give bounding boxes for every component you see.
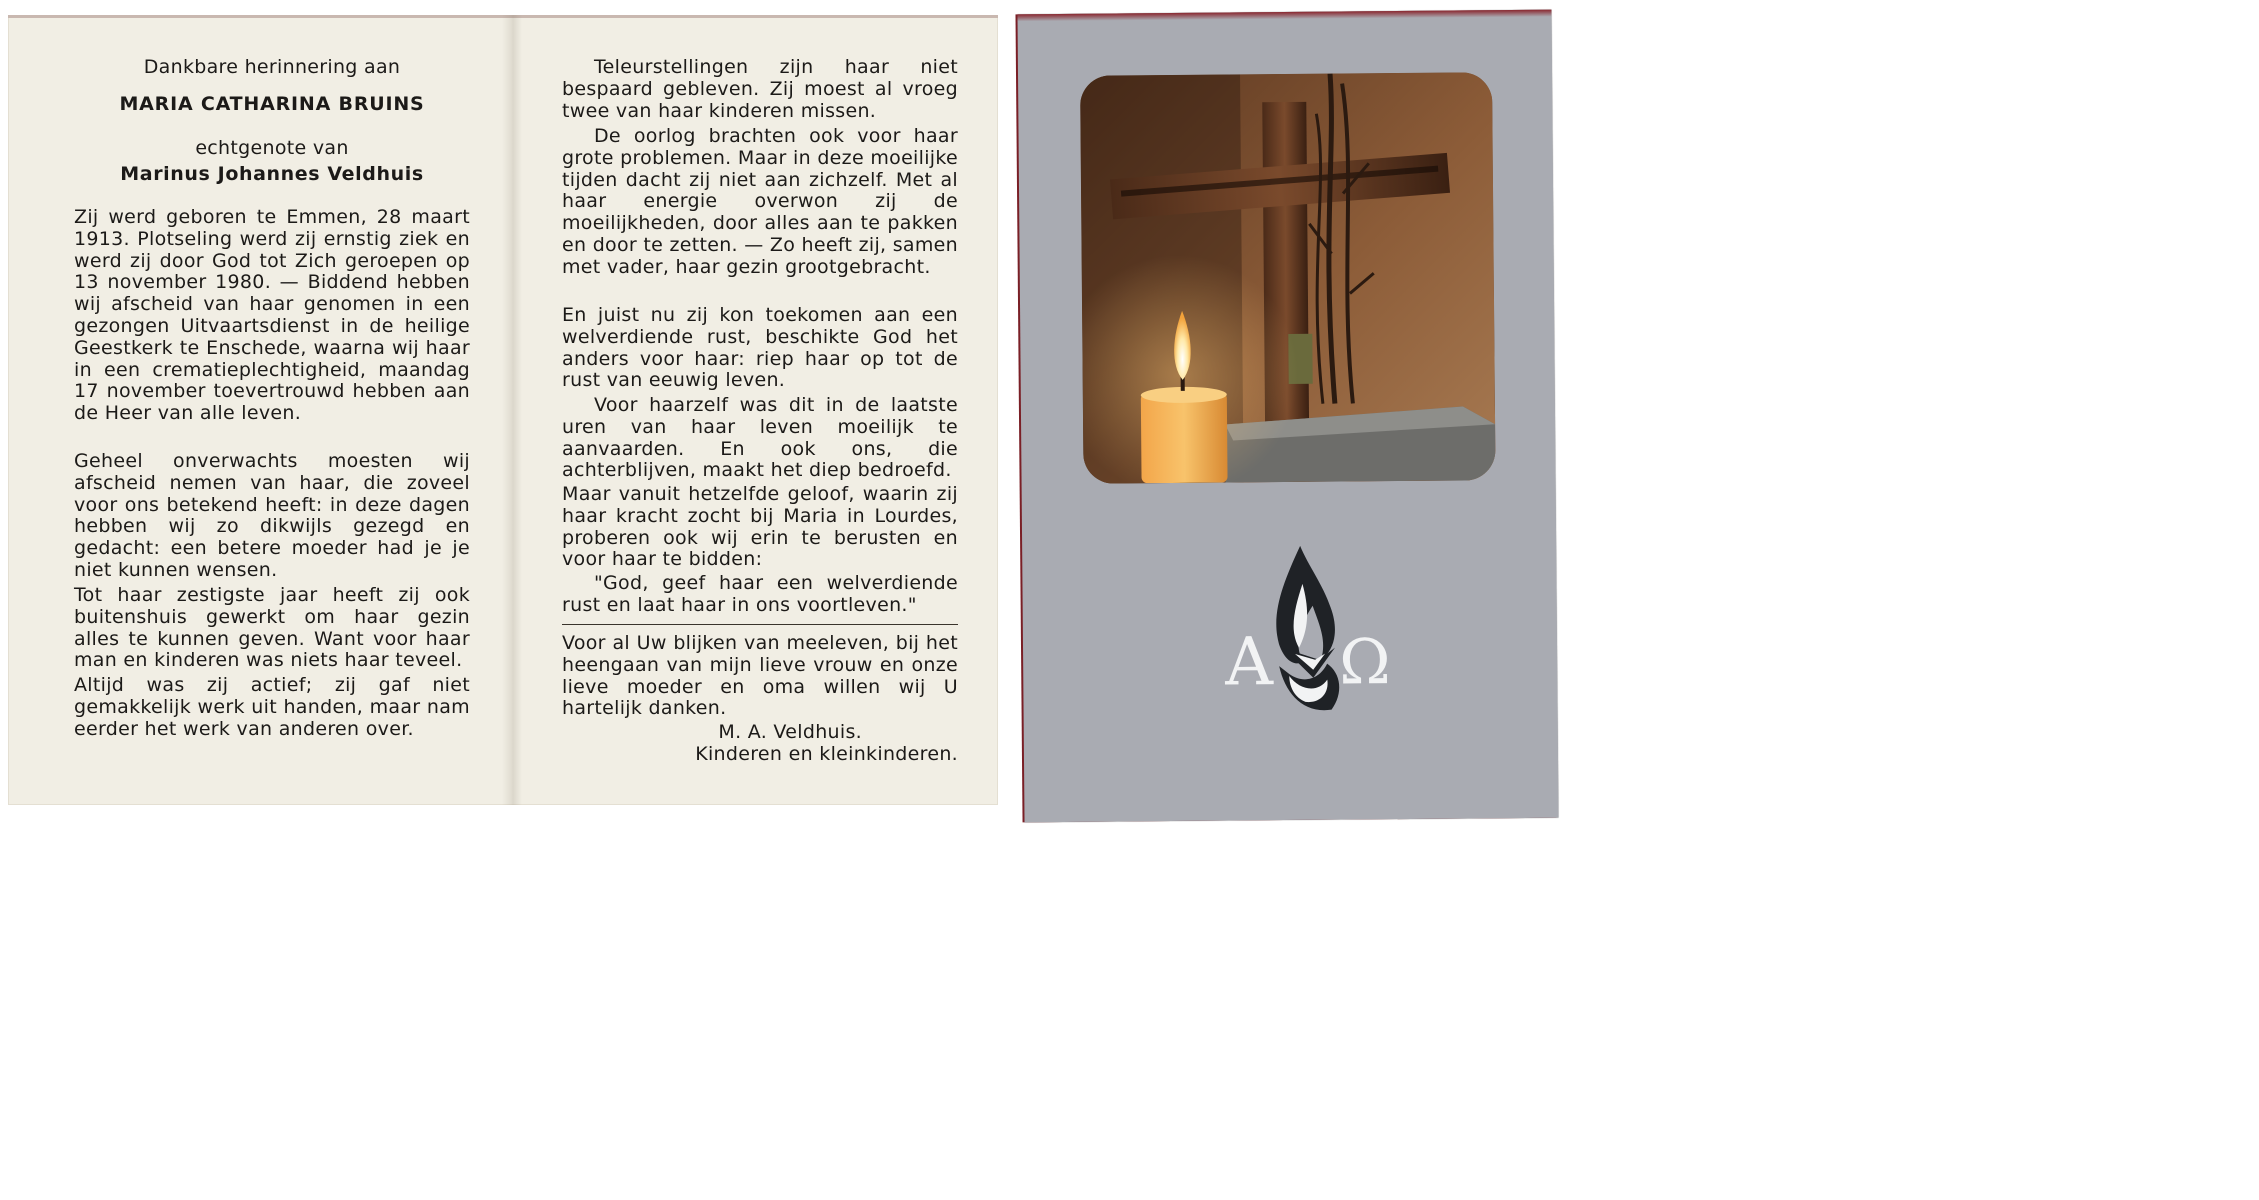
- intro-text: Dankbare herinnering aan: [143, 56, 401, 78]
- alpha-omega-symbol: [1222, 543, 1404, 725]
- relation-text: echtgenote van: [195, 137, 349, 159]
- memorial-card-cover: [1017, 10, 1558, 823]
- signature-family: Kinderen en kleinkinderen.: [695, 743, 958, 765]
- paragraph-war: De oorlog brachten ook voor haar grote problemen. Maar in deze moeilijke tijden dacht zij niet aan zichzelf. Met al haar energie overwon zij de moeilijkheden, door alles aan te pakken en door te zetten. — Zo heeft zij, samen met vader, haar gezin grootgebracht.: [562, 125, 958, 278]
- paragraph-birth-death: Zij werd geboren te Emmen, 28 maart 1913. Plotseling werd zij ernstig ziek en werd zij door God tot Zich geroepen op 13 november 1980. — Biddend hebben wij afscheid van haar genomen in een gezongen Uitvaartsdienst in de heilige Geestkerk te Enschede, waarna wij haar in een crematieplechtigheid, maandag 17 november toevertrouwd hebben aan de Heer van alle leven.: [74, 206, 470, 425]
- spouse-name: Marinus Johannes Veldhuis: [120, 163, 424, 185]
- omega-letter: Ω: [1338, 625, 1391, 699]
- candle-cross-photo: [1080, 72, 1496, 484]
- paragraph-work: Tot haar zestigste jaar heeft zij ook buitenshuis gewerkt om haar gezin alles te kunnen geven. Want voor haar man en kinderen was niets haar teveel.: [74, 584, 470, 672]
- paragraph-thanks: Voor al Uw blijken van meeleven, bij het heengaan van mijn lieve vrouw en onze lieve moeder en oma willen wij U hartelijk danken.: [562, 632, 958, 720]
- paragraph-rest: En juist nu zij kon toekomen aan een welverdiende rust, beschikte God het anders voor haar: riep haar op tot de rust van eeuwig leven.: [562, 304, 958, 392]
- alpha-letter: Α: [1224, 623, 1274, 701]
- paragraph-disappointments: Teleurstellingen zijn haar niet bespaard gebleven. Zij moest al vroeg twee van haar kinderen missen.: [562, 56, 958, 122]
- memorial-card-inner: [8, 15, 998, 805]
- deceased-name: MARIA CATHARINA BRUINS: [119, 93, 425, 115]
- paragraph-farewell: Geheel onverwachts moesten wij afscheid nemen van haar, die zoveel voor ons betekend heeft: in deze dagen hebben wij zo dikwijls gezegd en gedacht: een betere moeder had je je niet kunnen wensen.: [74, 450, 470, 581]
- prayer-quote: "God, geef haar een welverdiende rust en laat haar in ons voortleven.": [562, 572, 958, 616]
- paragraph-faith: Maar vanuit hetzelfde geloof, waarin zij haar kracht zocht bij Maria in Lourdes, proberen ook wij erin te berusten en voor haar te bidden:: [562, 483, 958, 571]
- divider-line: [562, 624, 958, 625]
- signature-name: M. A. Veldhuis.: [718, 721, 862, 743]
- paragraph-active: Altijd was zij actief; zij gaf niet gemakkelijk werk uit handen, maar nam eerder het werk van anderen over.: [74, 674, 470, 740]
- paragraph-last-hours: Voor haarzelf was dit in de laatste uren van haar leven moeilijk te aanvaarden. En ook ons, die achterblijven, maakt het diep bedroefd.: [562, 394, 958, 482]
- card-fold: [502, 15, 522, 805]
- candle-cross-illustration: [1080, 72, 1496, 484]
